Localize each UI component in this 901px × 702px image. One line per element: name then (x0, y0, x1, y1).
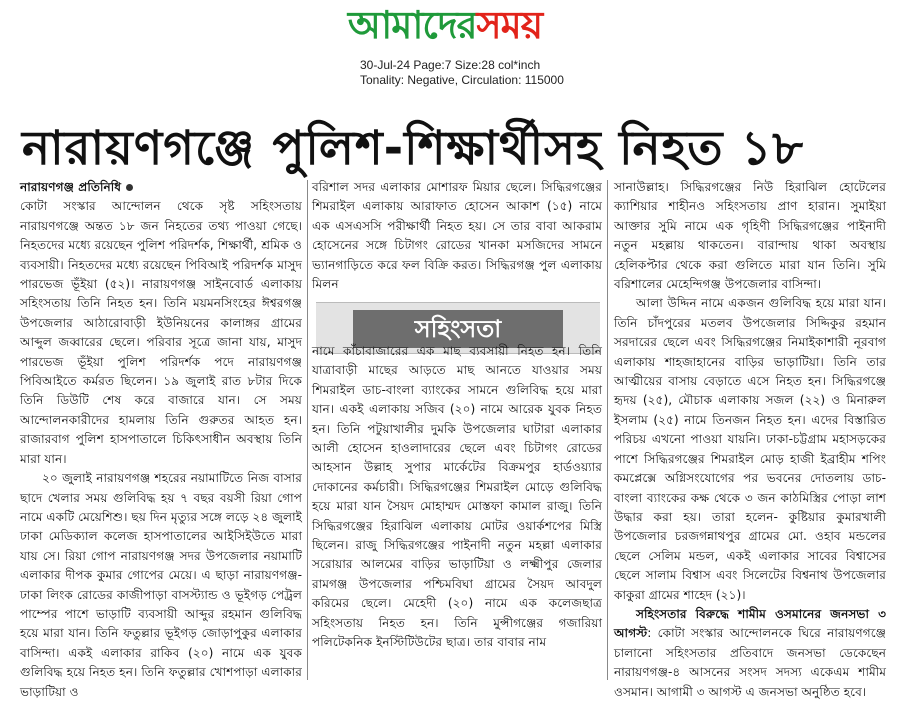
article-headline: নারায়ণগঞ্জে পুলিশ-শিক্ষার্থীসহ নিহত ১৮ (22, 121, 804, 176)
article-paragraph: কোটা সংস্কার আন্দোলন থেকে সৃষ্ট সহিংসতায় নারায়ণগঞ্জে অন্তত ১৮ জন নিহতের তথ্য পাওয়া গেছে। নিহতদের মধ্যে রয়েছেন পুলিশ পরিদর্শক, শিক্ষার্থী, শ্রমিক ও ব্যবসায়ী। নিহতদের মধ্যে রয়েছেন পিবিআই পরিদর্শক মাসুদ পারভেজ ভূঁইয়া (৫২)। নারায়ণগঞ্জ সাইনবোর্ড এলাকায় সহিংসতায় তিনি নিহত হন। তিনি ময়মনসিংহের ঈশ্বরগঞ্জ উপজেলার আঠারোবাড়ী ইউনিয়নের কালাঙ্গর গ্রামের আব্দুল জব্বারের ছেলে। পরিবার সূত্রে জানা যায়, মাসুদ পারভেজ ভূঁইয়া পুলিশ পরিদর্শক পদে নারায়ণগঞ্জ পিবিআইতে কর্মরত ছিলেন। ১৯ জুলাই রাত ৮টার দিকে তিনি ডিউটি শেষ করে বাজারে যান। সে সময় আন্দোলনকারীদের হামলায় তিনি গুরুতর আহত হন। রাজারবাগ পুলিশ হাসপাতালে চিকিৎসাধীন অবস্থায় তিনি মারা যান। (20, 199, 302, 466)
section-tag: সহিংসতা (353, 310, 563, 348)
article-paragraph: ২০ জুলাই নারায়ণগঞ্জ শহরের নয়ামাটিতে নিজ বাসার ছাদে খেলার সময় গুলিবিদ্ধ হয় ৭ বছর বয়সী রিয়া গোপ নামে একটি মেয়েশিশু। ছয় দিন মৃত্যুর সঙ্গে লড়ে ২৪ জুলাই ঢাকা মেডিক্যাল কলেজ হাসপাতালের আইসিইউতে মারা যায় সে। রিয়া গোপ নারায়ণগঞ্জ সদর উপজেলার নয়ামাটি এলাকার দীপক কুমার গোপের মেয়ে। এ ছাড়া নারায়ণগঞ্জ-ঢাকা লিংক রোডের কাজীপাড়া বাসস্ট্যান্ড ও ভূইগড় পেট্রল পাম্পের পাশে ভাড়াটি ব্যবসায়ী আব্দুর রহমান গুলিবিদ্ধ হয়ে মারা যান। তিনি ফতুল্লার ভূইগড় জোড়াপুকুর এলাকার বাসিন্দা। একই এলাকার রাকিব (২০) নামে এক যুবক গুলিবিদ্ধ হয়ে নিহত হন। তিনি ফতুল্লার খোশপাড়া এলাকার ভাড়াটিয়া ও (20, 471, 302, 699)
article-paragraph: সানাউল্লাহ। সিদ্ধিরগঞ্জের নিউ হিরাঝিল হোটেলের ক্যাশিয়ার শাহীনও সহিংসতায় প্রাণ হারান। সুমাইয়া আক্তার সুমি নামে এক গৃহিণী সিদ্ধিরগঞ্জের পাইনাদী নতুন মহল্লায় থাকতেন। বারান্দায় থাকা অবস্থায় হেলিকপ্টার থেকে করা গুলিতে মারা যান তিনি। সুমি বরিশালের মেহেন্দিগঞ্জ উপজেলার বাসিন্দা। (614, 180, 886, 292)
article-column-2-bottom (312, 342, 602, 685)
article-paragraph: আলা উদ্দিন নামে একজন গুলিবিদ্ধ হয়ে মারা যান। তিনি চাঁদপুরের মতলব উপজেলার সিদ্দিকুর রহমান সরদারের ছেলে এবং সিদ্ধিরগঞ্জের নিমাইকাশারী নূরবাগ এলাকায় শাহজাহানের বাড়ির ভাড়াটিয়া। তিনি তার আত্মীয়ের বাসায় বেড়াতে এসে নিহত হন। সিদ্ধিরগঞ্জে হৃদয় (২৫), মৌচাক এলাকায় সজল (২২) ও মিনারুল ইসলাম (২৫) নামে তিনজন নিহত হন। এদের বিস্তারিত পরিচয় এখনো পাওয়া যায়নি। ঢাকা-চট্টগ্রাম মহাসড়কের পাশে সিদ্ধিরগঞ্জের শিমরাইল মোড় হাজী ইব্রাহীম শপিং কমপ্লেক্সে অগ্নিসংযোগের পর ভবনের দোতলায় ডাচ-বাংলা ব্যাংকের কক্ষ থেকে ৩ জন কাঠমিস্ত্রির পোড়া লাশ উদ্ধার করা হয়। তারা হলেন- কুষ্টিয়ার কুমারখালী উপজেলার চরজগন্নাথপুর গ্রামের মো. ওহাব মন্ডলের ছেলে সেলিম মন্ডল, একই এলাকার সাবের বিশ্বাসের ছেলে সালাম বিশ্বাস এবং সিলেটের বিশ্বনাথ উপজেলার কাকুরা গ্রামের শাহেদ (২১)। (614, 296, 886, 602)
clip-date-page-size: 30-Jul-24 Page:7 Size:28 col*inch (360, 58, 541, 72)
article-paragraph: বরিশাল সদর এলাকার মোশারফ মিয়ার ছেলে। সিদ্ধিরগঞ্জের শিমরাইল এলাকায় আরাফাত হোসেন আকাশ (১৫) নামে এক এসএসসি পরীক্ষার্থী নিহত হয়। সে তার বাবা আকরাম হোসেনের সঙ্গে চিটাগং রোডের খানকা মসজিদের সামনে ভ্যানগাড়িতে করে ফল বিক্রি করত। সিদ্ধিরগঞ্জ পুল এলাকায় মিলন (312, 180, 602, 292)
article-column-2-top (312, 178, 602, 302)
masthead-part-1: আমাদের (347, 3, 477, 47)
article-paragraph: : কোটা সংস্কার আন্দোলনকে ঘিরে নারায়ণগঞ্জে চালানো সহিংসতার প্রতিবাদে জনসভা ডেকেছেন নারায়ণগঞ্জ-৪ আসনের সংসদ সদস্য একেএম শামীম ওসমান। আগামী ৩ আগস্ট এ জনসভা অনুষ্ঠিত হবে। (614, 626, 886, 699)
article-paragraph: নামে কাঁচাবাজারের এক মাছ ব্যবসায়ী নিহত হন। তিনি যাত্রাবাড়ী মাছের আড়তে মাছ আনতে যাওয়ার সময় শিমরাইল ডাচ-বাংলা ব্যাংকের সামনে গুলিবিদ্ধ হয়ে মারা যান। একই এলাকায় সজিব (২০) নামে আরেক যুবক নিহত হন। তিনি পটুয়াখালীর দুমকি উপজেলার ঘাটারা এলাকার আলী হোসেন হাওলাদারের ছেলে এবং চিটাগং রোডের আহসান উল্লাহ সুপার মার্কেটের বিক্রমপুর হার্ডওয়্যার দোকানের কর্মচারী। সিদ্ধিরগঞ্জের শিমরাইল মোড়ে গুলিবিদ্ধ হয়ে মারা যান সৈয়দ মোহাম্মদ মোস্তফা কামাল রাজু। তিনি সিদ্ধিরগঞ্জের হিরাঝিল এলাকায় মোটর ওয়ার্কশপের মিস্ত্রি ছিলেন। রাজু সিদ্ধিরগঞ্জের পাইনাদী নতুন মহল্লা এলাকার সরোয়ার আলমের বাড়ির ভাড়াটিয়া ও লক্ষ্মীপুর জেলার রামগঞ্জ উপজেলার পশ্চিমবিঘা গ্রামের সৈয়দ আবদুল করিমের ছেলে। মেহেদী (২০) নামে এক কলেজছাত্র সহিংসতায় নিহত হন। তিনি মুন্সীগঞ্জের গজারিয়া পলিটেকনিক ইনস্টিটিউটের ছাত্র। তার বাবার নাম (312, 344, 602, 650)
clip-metadata (360, 58, 640, 88)
article-subheading: সহিংসতার বিরুদ্ধে শামীম ওসমানের জনসভা ৩ আগস্ট (614, 606, 886, 641)
article-byline: নারায়ণগঞ্জ প্রতিনিধি (20, 180, 133, 194)
column-divider (607, 180, 608, 680)
masthead-part-2: সময় (476, 3, 543, 47)
bullet-icon (126, 184, 133, 191)
article-column-1 (20, 178, 302, 699)
article-column-3 (614, 178, 886, 699)
column-divider (307, 180, 308, 680)
clip-tonality-circulation: Tonality: Negative, Circulation: 115000 (360, 73, 564, 87)
newspaper-masthead (300, 2, 590, 50)
